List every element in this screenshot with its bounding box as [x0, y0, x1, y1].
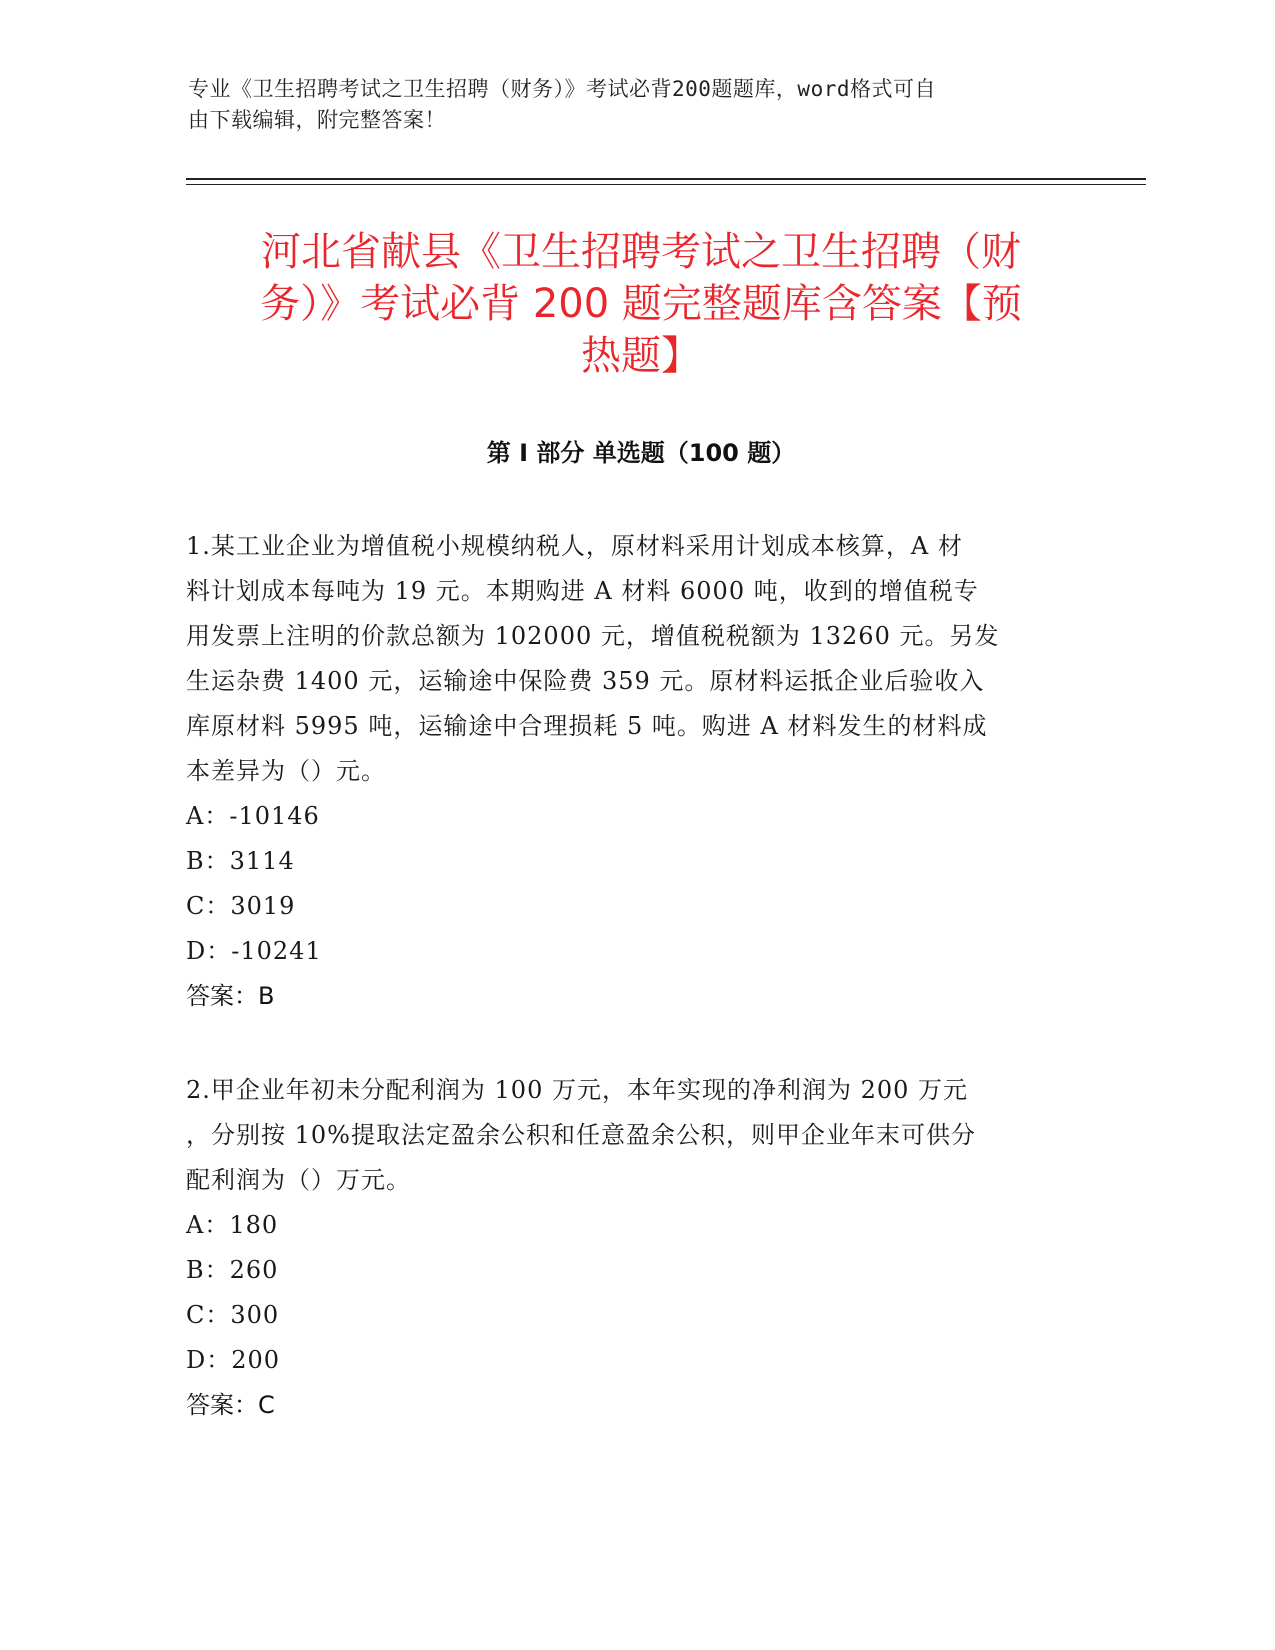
header-divider [186, 178, 1146, 180]
option-letter: C： [186, 892, 231, 920]
header-note-line: 专业《卫生招聘考试之卫生招聘（财务）》考试必背200题题库，word格式可自 [188, 77, 936, 101]
title-line: 务）》考试必背 200 题完整题库含答案【预 [260, 281, 1022, 327]
option-letter: B： [186, 847, 230, 875]
option-letter: C： [186, 1301, 231, 1329]
option-text: 260 [229, 1256, 279, 1284]
question-stem-line: 本差异为（）元。 [186, 757, 386, 785]
header-divider-thin [186, 184, 1146, 185]
question-1 [186, 524, 1086, 1019]
question-stem-line: 料计划成本每吨为 19 元。本期购进 A 材料 6000 吨，收到的增值税专 [186, 577, 979, 605]
option-c [186, 1293, 1086, 1338]
option-text: -10146 [229, 802, 320, 830]
option-letter: D： [186, 937, 232, 965]
option-d [186, 929, 1086, 974]
title-line: 热题】 [581, 333, 701, 379]
header-note [188, 74, 1068, 136]
answer-line: 答案：C [186, 1391, 275, 1419]
option-d [186, 1338, 1086, 1383]
question-stem-line: 库原材料 5995 吨，运输途中合理损耗 5 吨。购进 A 材料发生的材料成 [186, 712, 988, 740]
option-letter: D： [186, 1346, 232, 1374]
option-letter: B： [186, 1256, 230, 1284]
option-letter: A： [186, 802, 230, 830]
option-text: -10241 [231, 937, 322, 965]
question-stem-line: 1.某工业企业为增值税小规模纳税人，原材料采用计划成本核算，A 材 [186, 532, 963, 560]
option-c [186, 884, 1086, 929]
option-text: 3019 [230, 892, 296, 920]
question-stem-line: 生运杂费 1400 元，运输途中保险费 359 元。原材料运抵企业后验收入 [186, 667, 985, 695]
option-b [186, 1248, 1086, 1293]
question-stem-line: 用发票上注明的价款总额为 102000 元，增值税税额为 13260 元。另发 [186, 622, 1000, 650]
question-stem-line: 配利润为（）万元。 [186, 1166, 411, 1194]
section-heading: 第 I 部分 单选题（100 题） [486, 439, 796, 467]
option-text: 3114 [229, 847, 295, 875]
option-a [186, 794, 1086, 839]
question-2 [186, 1068, 1086, 1428]
option-letter: A： [186, 1211, 230, 1239]
option-text: 180 [229, 1211, 279, 1239]
option-text: 300 [230, 1301, 280, 1329]
question-stem-line: 2.甲企业年初未分配利润为 100 万元，本年实现的净利润为 200 万元 [186, 1076, 969, 1104]
title-line: 河北省献县《卫生招聘考试之卫生招聘（财 [261, 229, 1021, 275]
option-text: 200 [231, 1346, 281, 1374]
header-note-line: 由下载编辑，附完整答案！ [188, 108, 446, 132]
option-b [186, 839, 1086, 884]
question-stem-line: ，分别按 10%提取法定盈余公积和任意盈余公积，则甲企业年末可供分 [186, 1121, 976, 1149]
answer-line: 答案：B [186, 982, 275, 1010]
document-title [186, 226, 1096, 382]
option-a [186, 1203, 1086, 1248]
